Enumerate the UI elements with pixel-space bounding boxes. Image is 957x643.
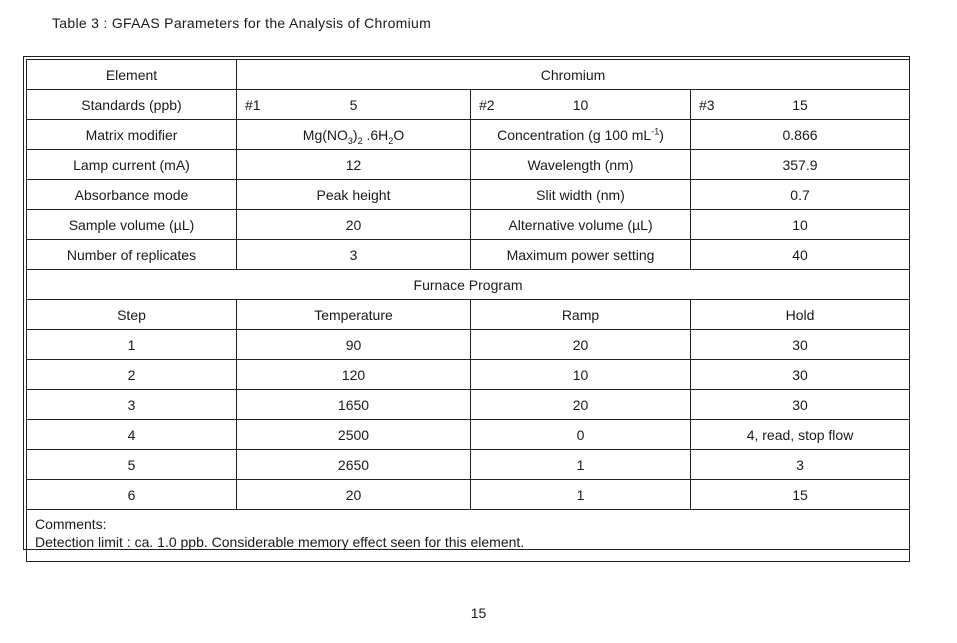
furnace-header-row: [27, 300, 910, 330]
column-header-hold: Hold: [691, 300, 910, 330]
param-value: 3: [237, 240, 471, 270]
ramp-cell: 20: [471, 330, 691, 360]
param-label: Absorbance mode: [27, 180, 237, 210]
step-cell: 6: [27, 480, 237, 510]
standard-2-value: 10: [572, 96, 589, 113]
ramp-cell: 1: [471, 480, 691, 510]
standard-1-cell: [237, 90, 471, 120]
step-cell: 5: [27, 450, 237, 480]
param-label: Lamp current (mA): [27, 150, 237, 180]
hold-cell: 30: [691, 390, 910, 420]
step-cell: 3: [27, 390, 237, 420]
standard-3-number: #3: [699, 96, 715, 113]
param-value: Peak height: [237, 180, 471, 210]
hold-cell: 3: [691, 450, 910, 480]
temperature-cell: 90: [237, 330, 471, 360]
param-label-2: Maximum power setting: [471, 240, 691, 270]
hold-cell: 30: [691, 330, 910, 360]
standard-2-number: #2: [479, 96, 495, 113]
hold-cell: 15: [691, 480, 910, 510]
element-value: Chromium: [237, 60, 910, 90]
standards-label: Standards (ppb): [27, 90, 237, 120]
step-cell: 1: [27, 330, 237, 360]
table-row: [27, 360, 910, 390]
temperature-cell: 1650: [237, 390, 471, 420]
param-value: 12: [237, 150, 471, 180]
standard-3-value: 15: [792, 96, 808, 113]
table-row: [27, 480, 910, 510]
param-value: 20: [237, 210, 471, 240]
temperature-cell: 120: [237, 360, 471, 390]
standard-1-value: 5: [349, 96, 358, 113]
furnace-program-title-row: [27, 270, 910, 300]
temperature-cell: 2650: [237, 450, 471, 480]
page-number: 15: [470, 605, 487, 621]
table-row-matrix-modifier: [27, 120, 910, 150]
ramp-cell: 1: [471, 450, 691, 480]
furnace-program-title: Furnace Program: [27, 270, 910, 300]
temperature-cell: 20: [237, 480, 471, 510]
table-row: [27, 180, 910, 210]
concentration-label: Concentration (g 100 $mL^{-1}$): [471, 120, 691, 150]
table-row: [27, 420, 910, 450]
table-row: [27, 240, 910, 270]
param-label-2: Alternative volume (µL): [471, 210, 691, 240]
ramp-cell: 20: [471, 390, 691, 420]
matrix-modifier-value: $Mg(NO_3)_2$ $.6H_2O$: [237, 120, 471, 150]
table-row: [27, 330, 910, 360]
comments-text: Detection limit : ca. 1.0 ppb. Considerable memory effect seen for this element.: [35, 534, 525, 550]
table-row: [27, 450, 910, 480]
param-value-2: 0.7: [691, 180, 910, 210]
column-header-temperature: Temperature: [237, 300, 471, 330]
table-row-element: [27, 60, 910, 90]
param-value-2: 10: [691, 210, 910, 240]
comments-cell: [27, 510, 910, 562]
param-label: Number of replicates: [27, 240, 237, 270]
element-label: Element: [27, 60, 237, 90]
comments-label: Comments:: [35, 516, 107, 532]
ramp-cell: 0: [471, 420, 691, 450]
hold-cell: 4, read, stop flow: [691, 420, 910, 450]
param-label-2: Wavelength (nm): [471, 150, 691, 180]
table-row: [27, 150, 910, 180]
step-cell: 4: [27, 420, 237, 450]
param-label: Sample volume (µL): [27, 210, 237, 240]
concentration-value: 0.866: [691, 120, 910, 150]
comments-row: [27, 510, 910, 562]
param-label-2: Slit width (nm): [471, 180, 691, 210]
table-row: [27, 210, 910, 240]
matrix-modifier-label: Matrix modifier: [27, 120, 237, 150]
step-cell: 2: [27, 360, 237, 390]
column-header-ramp: Ramp: [471, 300, 691, 330]
standard-2-cell: [471, 90, 691, 120]
gfaas-parameters-table: [26, 59, 910, 562]
param-value-2: 357.9: [691, 150, 910, 180]
table-row: [27, 390, 910, 420]
temperature-cell: 2500: [237, 420, 471, 450]
table-title: Table 3 : GFAAS Parameters for the Analysis of Chromium: [52, 15, 432, 31]
ramp-cell: 10: [471, 360, 691, 390]
standard-1-number: #1: [245, 96, 261, 113]
parameters-table-frame: [23, 56, 910, 550]
column-header-step: Step: [27, 300, 237, 330]
hold-cell: 30: [691, 360, 910, 390]
standard-3-cell: [691, 90, 910, 120]
param-value-2: 40: [691, 240, 910, 270]
table-row-standards: [27, 90, 910, 120]
